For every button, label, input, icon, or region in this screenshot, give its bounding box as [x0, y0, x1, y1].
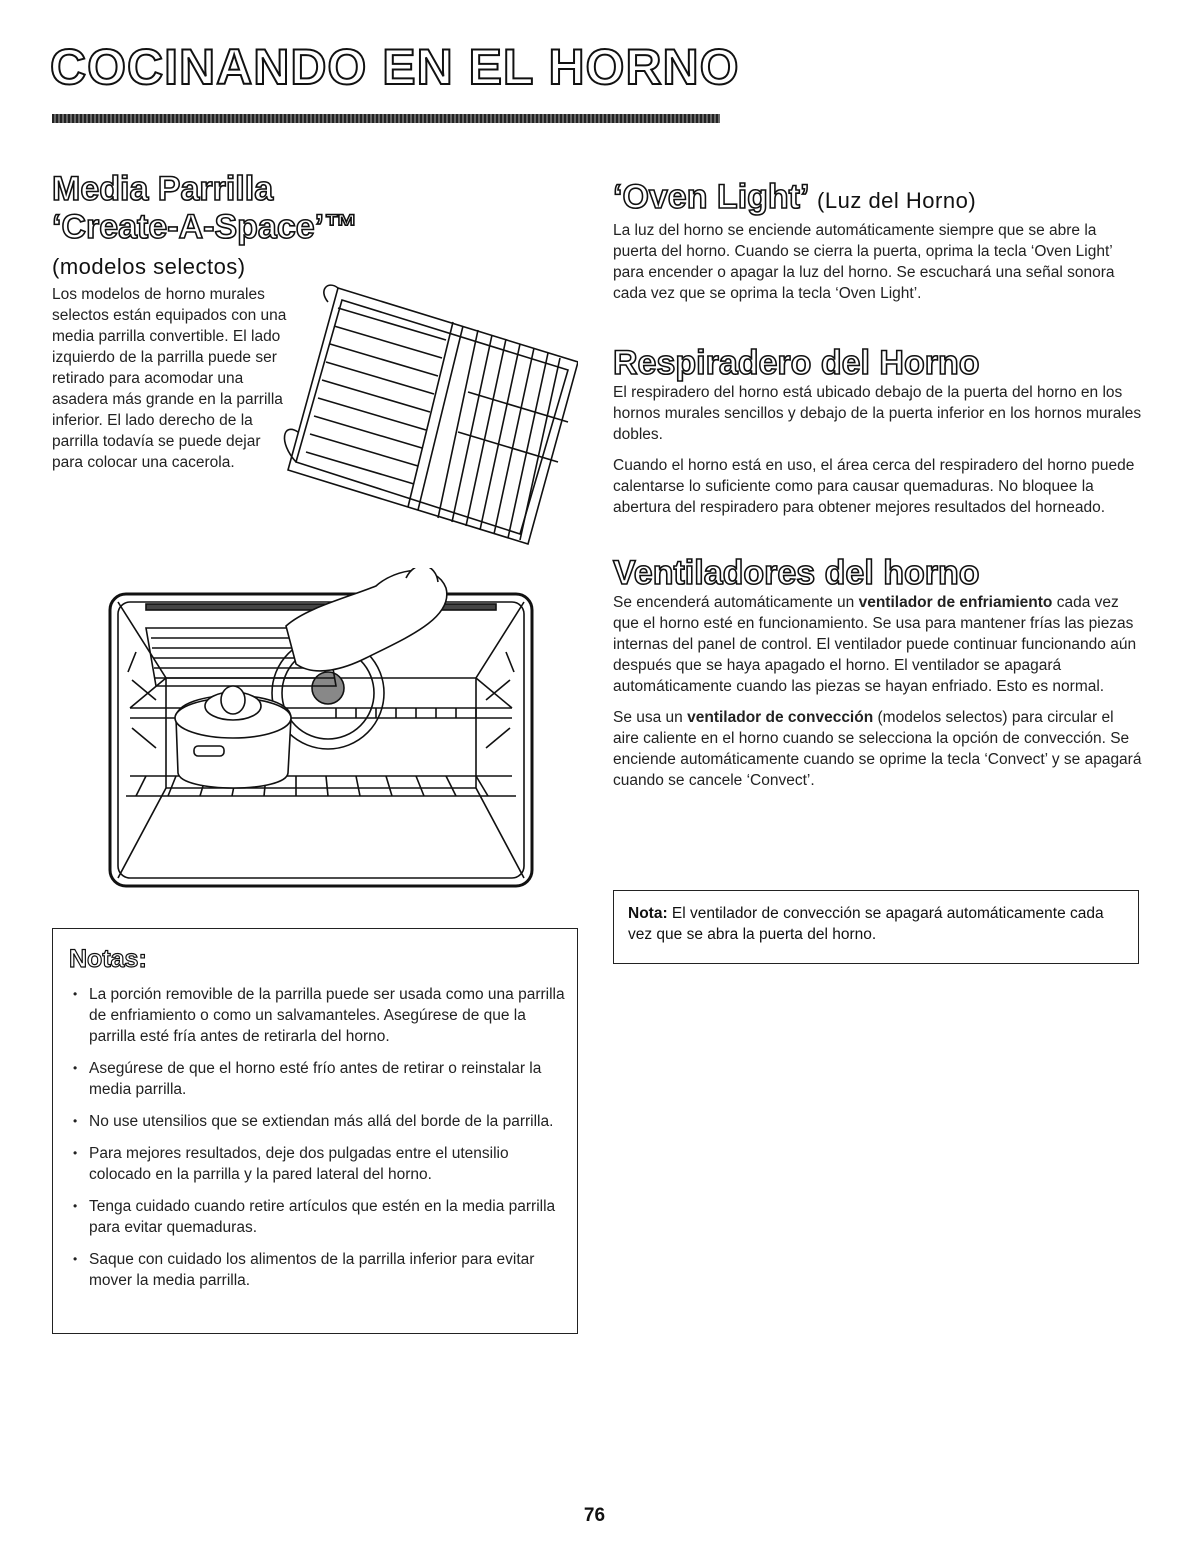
media-parrilla-body: Los modelos de horno murales selectos están equipados con una media parrilla convertible. El lado izquierdo de la parrilla puede ser retirado para acomodar una asadera más grande en la parrilla inferior. El lado derecho de la parrilla todavía se puede dejar para colocar una cacerola.	[52, 286, 287, 471]
oven-mitt	[286, 568, 447, 671]
list-item: • Tenga cuidado cuando retire artículos que estén en la media parrilla para evitar quemaduras.	[69, 1196, 565, 1238]
title-rule	[52, 114, 720, 123]
oven-light-body: La luz del horno se enciende automáticamente siempre que se abre la puerta del horno. Cuando se cierra la puerta, oprima la tecla ‘Oven Light’ para encender o apagar la luz del horno. Se escuchará una señal sonora cada vez que se oprima la tecla ‘Oven Light’.	[613, 222, 1115, 302]
list-item: • Asegúrese de que el horno esté frío antes de retirar o reinstalar la media parrilla.	[69, 1058, 565, 1100]
pot	[175, 686, 291, 788]
oven-light-subtitle: (Luz del Horno)	[817, 188, 977, 213]
respiradero-section	[613, 344, 1143, 518]
respiradero-para1: El respiradero del horno está ubicado debajo de la puerta del horno en los hornos murales sencillos y debajo de la puerta inferior en los hornos murales dobles.	[613, 384, 1142, 443]
oven-light-title	[613, 178, 1143, 220]
right-column	[613, 178, 1143, 817]
rack-left-bars	[306, 308, 446, 484]
list-item: • Saque con cuidado los alimentos de la parrilla inferior para evitar mover la media parrilla.	[69, 1249, 565, 1291]
ventiladores-p1-post: cada vez que el horno esté en funcionamiento. Se usa para mantener frías las piezas internas del panel de control. El ventilador puede continuar funcionando aún después que se haya apagado el horno. El ventilador se apagará automáticamente cuando las piezas se hayan enfriado. Esto es normal.	[613, 594, 1137, 695]
list-item: • La porción removible de la parrilla puede ser usada como una parrilla de enfriamiento o como un salvamanteles. Asegúrese de que la parrilla esté fría antes de retirarla del horno.	[69, 984, 565, 1047]
ventiladores-p1-bold: ventilador de enfriamiento	[858, 594, 1053, 611]
ventiladores-section	[613, 554, 1143, 791]
ventiladores-para2	[613, 707, 1143, 791]
half-rack-illustration	[278, 282, 578, 554]
ventiladores-title: Ventiladores del horno	[613, 554, 980, 592]
list-item: • No use utensilios que se extiendan más allá del borde de la parrilla.	[69, 1111, 565, 1132]
nota-box	[613, 890, 1139, 964]
notes-list	[69, 984, 565, 1291]
page-number: 76	[583, 1505, 606, 1526]
oven-cavity-illustration	[106, 568, 536, 890]
media-parrilla-title-line2: ‘Create-A-Space’™	[52, 208, 359, 246]
oven-light-section	[613, 178, 1143, 304]
nota-label: Nota:	[628, 905, 668, 922]
ventiladores-p2-pre: Se usa un	[613, 709, 683, 726]
ventiladores-para1	[613, 592, 1143, 697]
media-parrilla-title-line1: Media Parrilla	[52, 170, 274, 208]
media-parrilla-subtitle: (modelos selectos)	[52, 254, 246, 279]
page-title: COCINANDO EN EL HORNO	[50, 39, 740, 95]
list-item: • Para mejores resultados, deje dos pulgadas entre el utensilio colocado en la parrilla y la pared lateral del horno.	[69, 1143, 565, 1185]
oven-light-title-main: ‘Oven Light’	[613, 178, 808, 216]
respiradero-para2: Cuando el horno está en uso, el área cerca del respiradero del horno puede calentarse lo suficiente como para causar quemaduras. No bloquee la abertura del respiradero para obtener mejores resultados del horneado.	[613, 457, 1135, 516]
notes-box	[52, 928, 578, 1334]
notes-heading: Notas:	[69, 945, 147, 973]
ventiladores-p2-post: (modelos selectos) para circular el aire caliente en el horno cuando se selecciona la opción de convección. Se enciende automáticamente cuando se oprime la tecla ‘Convect’ y se apagará cuando se cancele ‘Convect’.	[613, 709, 1142, 789]
ventiladores-p1-pre: Se encenderá automáticamente un	[613, 594, 855, 611]
ventiladores-p2-bold: ventilador de convección	[687, 709, 874, 726]
media-parrilla-title	[52, 170, 582, 246]
respiradero-title: Respiradero del Horno	[613, 344, 980, 382]
nota-text: El ventilador de convección se apagará automáticamente cada vez que se abra la puerta del horno.	[628, 905, 1104, 943]
